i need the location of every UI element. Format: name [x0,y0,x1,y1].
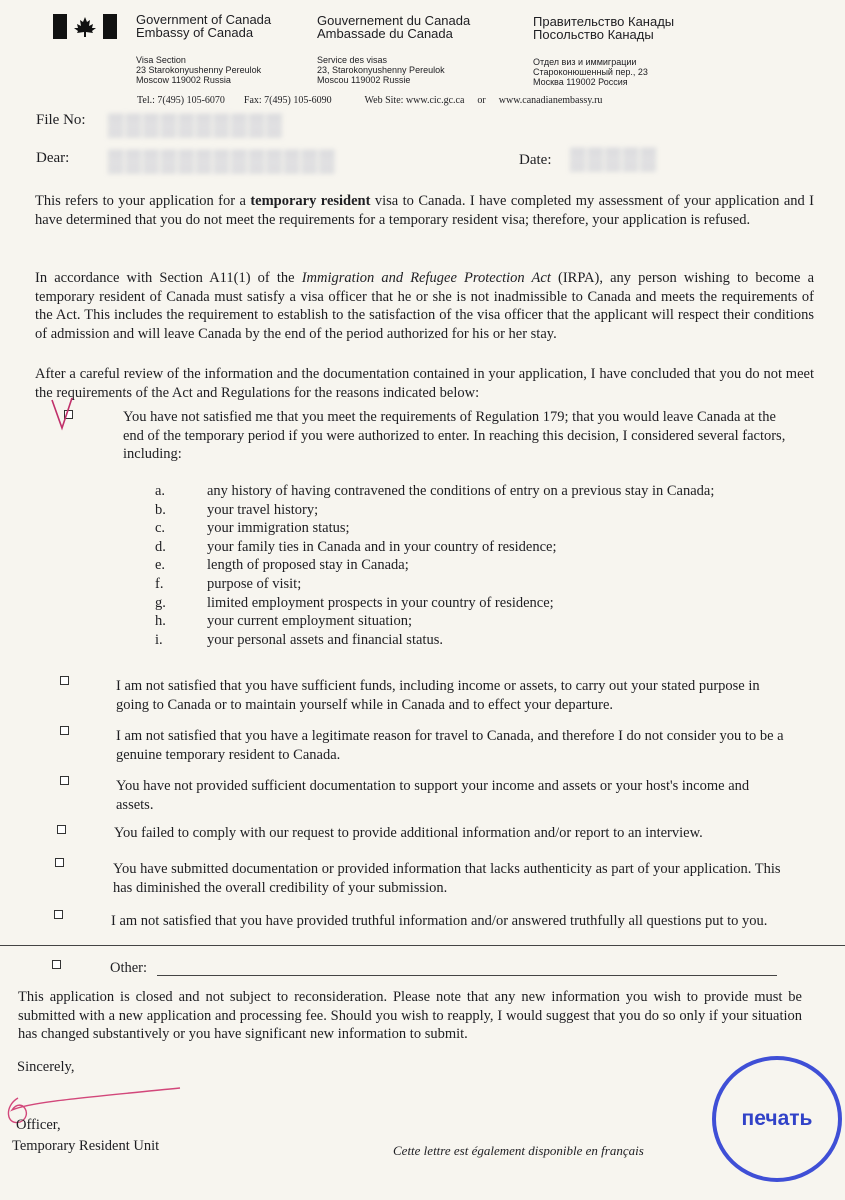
or-text: or [477,95,486,106]
date-redacted: ▒▒▒▒▒ [570,146,658,171]
header-french [317,14,470,40]
russian-line1: Правительство Канады [533,14,675,29]
french-section: Service des visas [317,55,388,65]
french-addr1: 23, Starokonyushenny Pereulok [317,65,445,75]
header-french-address [317,55,445,85]
file-no-redacted: ▒▒▒▒▒▒▒▒▒▒ [108,112,284,137]
reason-179-text: You have not satisfied me that you meet the requirements of Regulation 179; that you would leave Canada at the end of the temporary period if you were authorized to enter. In reaching this decision, I considered several factors, including: [123,409,786,462]
reason-interview-text: You failed to comply with our request to provide additional information and/or report to an interview. [114,825,703,841]
reason-interview-checkbox[interactable] [57,825,66,834]
paragraph-1: This refers to your application for a temporary resident visa to Canada. I have completed my assessment of your application and I have determined that you do not meet the requirements for a temporary resident visa; therefore, your application is refused. [35,193,815,228]
canada-flag-logo [53,14,117,39]
reason-other-checkbox[interactable] [52,960,61,969]
reason-funds-text: I am not satisfied that you have sufficient funds, including income or assets, to carry out your stated purpose in going to Canada or to maintain yourself while in Canada and to effect your departure. [116,678,760,713]
french-note: Cette lettre est également disponible en français [393,1143,644,1158]
tel-number: Tel.: 7(495) 105-6070 [137,95,225,106]
reason-legitimate-text: I am not satisfied that you have a legitimate reason for travel to Canada, and therefore I do not consider you to be a genuine temporary resident to Canada. [116,728,784,763]
french-line2: Ambassade du Canada [317,26,453,41]
reason-truthful-text: I am not satisfied that you have provided truthful information and/or answered truthfully all questions put to you. [111,913,768,929]
factor-letter: d. [155,539,166,555]
reason-legitimate-checkbox[interactable] [60,726,69,735]
russian-line2: Посольство Канады [533,27,654,42]
maple-leaf-icon [53,14,117,39]
stamp-text: печать [741,1107,813,1130]
contact-line [137,96,602,106]
paragraph-3: After a careful review of the information and the documentation contained in your application, I have concluded that you do not meet the requirements of the Act and Regulations for the reasons indicated below: [35,366,814,401]
reason-truthful-checkbox[interactable] [54,910,63,919]
english-addr1: 23 Starokonyushenny Pereulok [136,65,262,75]
english-line1: Government of Canada [136,12,272,27]
factor-text: your family ties in Canada and in your country of residence; [207,539,557,555]
factor-letter: b. [155,502,166,518]
french-line1: Gouvernement du Canada [317,13,471,28]
file-no-label: File No: [36,112,86,128]
russian-addr2: Москва 119002 Россия [533,77,628,87]
factor-letter: i. [155,632,163,648]
header-english-address [136,55,261,85]
closing-paragraph: This application is closed and not subject to reconsideration. Please note that any new information you wish to provide must be submitted with a new application and processing fee. Should you wish to reapply, I would suggest that you do so only if your situation has changed substantively or you have significant new information to submit. [18,989,802,1042]
reason-authenticity-checkbox[interactable] [55,858,64,867]
fax-number: Fax: 7(495) 105-6090 [243,95,332,106]
sincerely: Sincerely, [17,1059,75,1075]
website-label: Web Site: www.cic.gc.ca [364,95,465,106]
english-addr2: Moscow 119002 Russia [136,75,231,85]
other-input-line[interactable] [157,975,777,976]
name-redacted: ▒▒▒▒▒▒▒▒▒▒▒▒▒ [108,148,337,173]
factor-letter: e. [155,557,166,573]
french-addr2: Moscou 119002 Russie [317,75,411,85]
factor-text: your current employment situation; [207,613,412,629]
factor-text: length of proposed stay in Canada; [207,557,409,573]
unit-label: Temporary Resident Unit [12,1138,160,1154]
print-stamp [712,1056,842,1182]
officer-label: Officer, [16,1117,61,1133]
reason-authenticity-text: You have submitted documentation or provided information that lacks authenticity as part of your application. This has diminished the overall credibility of your submission. [113,861,781,896]
divider-line [0,945,845,946]
other-label: Other: [110,960,148,976]
reason-documentation-checkbox[interactable] [60,776,69,785]
russian-addr1: Староконюшенный пер., 23 [533,67,648,77]
factor-letter: h. [155,613,166,629]
factor-text: any history of having contravened the conditions of entry on a previous stay in Canada; [207,483,715,499]
factor-text: your travel history; [207,502,319,518]
factor-text: limited employment prospects in your country of residence; [207,595,554,611]
factor-letter: c. [155,520,166,536]
factor-text: your immigration status; [207,520,350,536]
reason-funds-checkbox[interactable] [60,676,69,685]
factor-letter: f. [155,576,164,592]
factor-letter: g. [155,595,166,611]
header-russian [533,15,674,41]
factor-text: purpose of visit; [207,576,302,592]
checkmark-icon [50,396,80,432]
dear-label: Dear: [36,150,70,166]
header-english [136,13,271,39]
english-line2: Embassy of Canada [136,25,254,40]
russian-section: Отдел виз и иммиграции [533,57,637,67]
factor-text: your personal assets and financial status. [207,632,443,648]
website-2: www.canadianembassy.ru [498,95,603,106]
date-label: Date: [519,152,552,168]
header-russian-address [533,57,648,87]
paragraph-2: In accordance with Section A11(1) of the Immigration and Refugee Protection Act (IRPA), any person wishing to become a temporary resident of Canada must satisfy a visa officer that he or she is not inadmissible to Canada and meets the requirements of the Act. This includes the requirement to establish to the satisfaction of the visa officer that the applicant will respect their conditions of admission and will leave Canada by the end of the period authorized for his or her stay. [35,270,815,342]
factor-letter: a. [155,483,166,499]
reason-documentation-text: You have not provided sufficient documentation to support your income and assets or your host's income and assets. [116,778,750,813]
english-section: Visa Section [136,55,186,65]
